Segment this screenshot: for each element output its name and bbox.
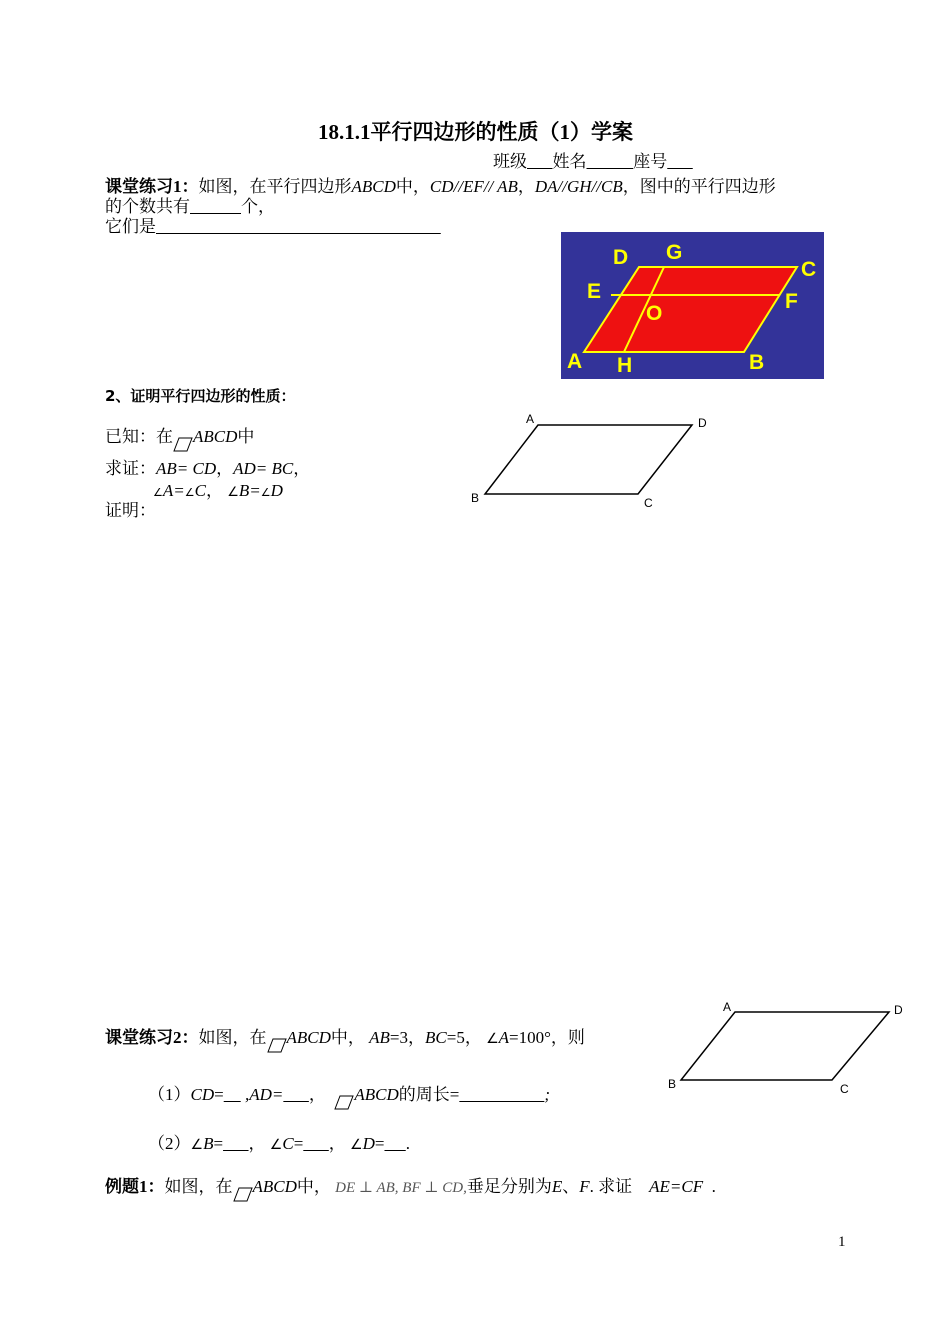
q2-eq-b: = bbox=[213, 1134, 224, 1153]
fig3-label-B: B bbox=[668, 1077, 677, 1091]
q2-d-blank[interactable] bbox=[384, 1134, 405, 1153]
example1-e: E bbox=[551, 1177, 563, 1196]
angle-icon: ∠ bbox=[350, 1137, 363, 1153]
parallelogram-symbol-icon bbox=[173, 437, 193, 452]
q1-number: （1） bbox=[148, 1085, 191, 1104]
q2-d: D bbox=[362, 1134, 375, 1153]
q1-abcd: ABCD bbox=[354, 1085, 399, 1104]
given-end: 中 bbox=[237, 427, 255, 446]
exercise1-text3: ，图中的平行四边形 bbox=[622, 177, 776, 196]
given-abcd: ABCD bbox=[193, 427, 238, 446]
parallelogram-symbol-icon bbox=[233, 1187, 253, 1202]
exercise2-bc: BC bbox=[425, 1028, 447, 1047]
q2-number: （2） bbox=[148, 1134, 191, 1153]
angle-comma: ， bbox=[205, 481, 223, 500]
exercise1-count-text: 的个数共有 bbox=[105, 197, 190, 216]
q2-c: C bbox=[282, 1134, 294, 1153]
class-blank[interactable] bbox=[527, 152, 553, 171]
exercise2-line bbox=[105, 1023, 585, 1053]
exercise1-label: 课堂练习1： bbox=[105, 177, 199, 196]
q2-b-blank[interactable] bbox=[223, 1134, 249, 1153]
given-line bbox=[105, 422, 254, 452]
q1-perimeter-blank[interactable] bbox=[459, 1085, 544, 1104]
angle-a-eq: A= bbox=[162, 481, 185, 500]
page-title: 18.1.1平行四边形的性质（1）学案 bbox=[318, 120, 633, 144]
example1-dot: . bbox=[711, 1177, 716, 1196]
q2-c-blank[interactable] bbox=[303, 1134, 329, 1153]
figure1-parallelogram-grid bbox=[561, 232, 824, 379]
name-label: 姓名 bbox=[552, 152, 587, 171]
example1-line bbox=[105, 1172, 716, 1202]
exercise1-da-parallel: DA//GH//CB bbox=[534, 177, 623, 196]
exercise2-bc-val: =5， bbox=[446, 1028, 482, 1047]
exercise1-line3 bbox=[105, 212, 441, 237]
fig1-label-D: D bbox=[613, 246, 629, 269]
fig3-label-C: C bbox=[840, 1082, 849, 1096]
example1-f: F bbox=[579, 1177, 590, 1196]
q1-eq: = bbox=[214, 1085, 224, 1104]
fig3-label-D: D bbox=[894, 1003, 903, 1017]
example1-label: 例题1： bbox=[105, 1177, 165, 1196]
example1-formula: DE ⊥ AB, BF ⊥ CD, bbox=[335, 1180, 467, 1196]
q1-cd: CD bbox=[190, 1085, 215, 1104]
fig1-label-A: A bbox=[567, 350, 583, 373]
fig2-label-D: D bbox=[698, 416, 707, 430]
student-info-line bbox=[493, 147, 693, 172]
exercise2-abcd: ABCD bbox=[286, 1028, 331, 1047]
seat-blank[interactable] bbox=[667, 152, 693, 171]
exercise2-angle-a: A bbox=[498, 1028, 510, 1047]
angle-icon: ∠ bbox=[260, 486, 271, 499]
q2-comma1: ， bbox=[248, 1134, 266, 1153]
fig1-label-C: C bbox=[801, 258, 817, 281]
q2-b: B bbox=[203, 1134, 214, 1153]
angle-b-eq: B= bbox=[238, 481, 261, 500]
parallelogram-symbol-icon bbox=[267, 1038, 287, 1053]
example1-goal: AE=CF bbox=[649, 1177, 704, 1196]
parallelogram-figure-exercise2 bbox=[666, 996, 916, 1096]
q1-ad-blank[interactable] bbox=[283, 1085, 309, 1104]
example1-text2: 中， bbox=[296, 1177, 331, 1196]
angle-icon: ∠ bbox=[190, 1137, 204, 1153]
exercise2-q1: （1）CD= ,AD= ， ABCD的周长= ; bbox=[148, 1080, 550, 1110]
exercise1-abcd: ABCD bbox=[351, 177, 396, 196]
q2-period: . bbox=[405, 1134, 410, 1153]
example1-text1: 如图，在 bbox=[164, 1177, 233, 1196]
angle-icon: ∠ bbox=[153, 486, 163, 499]
angle-icon: ∠ bbox=[486, 1031, 499, 1047]
section2-heading: 2、证明平行四边形的性质： bbox=[105, 387, 296, 405]
exercise2-q2 bbox=[148, 1129, 410, 1154]
prove-comma2: ， bbox=[293, 459, 311, 478]
q1-ad: ,AD= bbox=[240, 1085, 284, 1104]
example1-text4: . 求证 bbox=[589, 1177, 633, 1196]
angle-icon: ∠ bbox=[184, 486, 195, 499]
fig1-label-O: O bbox=[646, 302, 663, 325]
exercise2-text2: 中， bbox=[330, 1028, 365, 1047]
q2-eq-c: = bbox=[293, 1134, 304, 1153]
proof-label: 证明： bbox=[105, 501, 156, 520]
fig1-label-G: G bbox=[666, 241, 683, 264]
q1-comma: ， bbox=[308, 1085, 326, 1104]
prove-angles-line bbox=[153, 476, 283, 501]
exercise2-ab: AB bbox=[369, 1028, 390, 1047]
exercise1-sep: ， bbox=[517, 177, 535, 196]
given-label: 已知：在 bbox=[105, 427, 173, 446]
exercise1-text2: 中， bbox=[395, 177, 430, 196]
angle-c: C bbox=[194, 481, 206, 500]
fig1-label-F: F bbox=[785, 290, 798, 313]
exercise1-they-are: 它们是 bbox=[105, 217, 156, 236]
example1-abcd: ABCD bbox=[252, 1177, 297, 1196]
example1-text3: 垂足分别为 bbox=[466, 1177, 552, 1196]
exercise1-count-end: 个， bbox=[241, 197, 275, 216]
fig1-label-B: B bbox=[749, 351, 765, 374]
fig2-label-C: C bbox=[644, 496, 653, 510]
exercise2-ab-val: =3， bbox=[389, 1028, 426, 1047]
angle-icon: ∠ bbox=[227, 485, 239, 500]
page-number: 1 bbox=[838, 1234, 846, 1250]
fig1-label-E: E bbox=[587, 280, 602, 303]
parallelogram-figure-proof bbox=[468, 410, 718, 510]
q2-eq-d: = bbox=[374, 1134, 385, 1153]
exercise2-angle-val: =100°，则 bbox=[509, 1028, 585, 1047]
fig1-label-H: H bbox=[617, 354, 633, 377]
exercise2-text1: 如图，在 bbox=[198, 1028, 267, 1047]
prove-eq2: AD= BC bbox=[233, 459, 294, 478]
fig2-label-B: B bbox=[471, 491, 480, 505]
prove-eq1: AB= CD bbox=[156, 459, 217, 478]
exercise2-label: 课堂练习2： bbox=[105, 1028, 199, 1047]
q1-cd-blank[interactable] bbox=[224, 1085, 241, 1104]
fig2-label-A: A bbox=[526, 412, 535, 426]
parallelogram-symbol-icon bbox=[334, 1095, 354, 1110]
name-blank[interactable] bbox=[587, 152, 634, 171]
exercise1-cd-parallel: CD//EF// AB bbox=[429, 177, 518, 196]
angle-d: D bbox=[270, 481, 283, 500]
prove-comma1: ， bbox=[216, 459, 234, 478]
fig3-label-A: A bbox=[723, 1000, 732, 1014]
prove-label: 求证： bbox=[105, 459, 156, 478]
class-label: 班级 bbox=[493, 152, 527, 171]
seat-label: 座号 bbox=[633, 152, 668, 171]
example1-dun: 、 bbox=[562, 1177, 580, 1196]
q2-comma2: ， bbox=[328, 1134, 346, 1153]
q1-perimeter-text: 的周长= bbox=[398, 1085, 460, 1104]
exercise1-answer-blank[interactable] bbox=[156, 217, 441, 236]
angle-icon: ∠ bbox=[269, 1137, 283, 1153]
exercise1-text1: 如图，在平行四边形 bbox=[198, 177, 352, 196]
